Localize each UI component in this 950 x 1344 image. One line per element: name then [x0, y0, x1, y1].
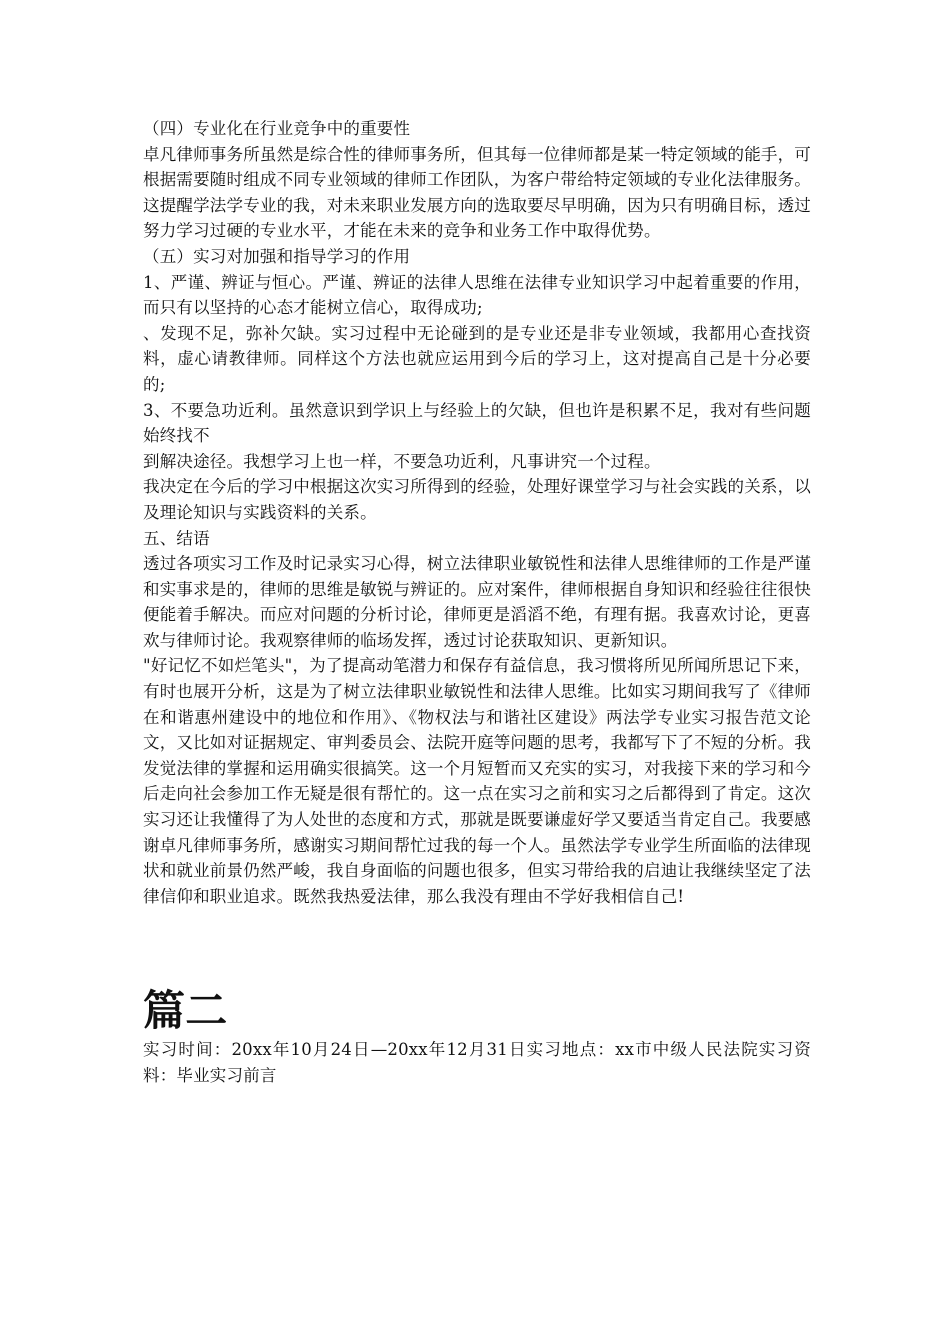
section-heading: 篇二	[143, 986, 228, 1036]
paragraph-conclusion-1: 透过各项实习工作及时记录实习心得，树立法律职业敏锐性和法律人思维律师的工作是严谨和实事求是的，律师的思维是敏锐与辨证的。应对案件，律师根据自身知识和经验往往很快便能着手解决。而应对问题的分析讨论，律师更是滔滔不绝，有理有据。我喜欢讨论，更喜欢与律师讨论。我观察律师的临场发挥，透过讨论获取知识、更新知识。	[143, 554, 811, 650]
paragraph-firm: 卓凡律师事务所虽然是综合性的律师事务所，但其每一位律师都是某一特定领域的能手，可根据需要随时组成不同专业领域的律师工作团队，为客户带给特定领域的专业化法律服务。这提醒学法学专业的我，对未来职业发展方向的选取要尽早明确，因为只有明确目标，透过努力学习过硬的专业水平，才能在未来的竞争和业务工作中取得优势。	[143, 144, 811, 241]
paragraph-decision: 我决定在今后的学习中根据这次实习所得到的经验，处理好课堂学习与社会实践的关系，以及理论知识与实践资料的关系。	[143, 477, 811, 522]
section-intro-line: 实习时间：20xx年10月24日—20xx年12月31日实习地点：xx市中级人民法院实习资料：毕业实习前言	[143, 1040, 811, 1085]
subheading-conclusion: 五、结语	[143, 528, 210, 548]
paragraph-conclusion-2: "好记忆不如烂笔头"，为了提高动笔潜力和保存有益信息，我习惯将所见所闻所思记下来，有时也展开分析，这是为了树立法律职业敏锐性和法律人思维。比如实习期间我写了《律师在和谐惠州建设中的地位和作用》、《物权法与和谐社区建设》两法学专业实习报告范文论文，又比如对证据规定、审判委员会、法院开庭等问题的思考，我都写下了不短的分析。我发觉法律的掌握和运用确实很搞笑。这一个月短暂而又充实的实习，对我接下来的学习和今后走向社会参加工作无疑是很有帮忙的。这一点在实习之前和实习之后都得到了肯定。这次实习还让我懂得了为人处世的态度和方式，那就是既要谦虚好学又要适当肯定自己。我要感谢卓凡律师事务所，感谢实习期间帮忙过我的每一个人。虽然法学专业学生所面临的法律现状和就业前景仍然严峻，我自身面临的问题也很多，但实习带给我的启迪让我继续坚定了法律信仰和职业追求。既然我热爱法律，那么我没有理由不学好我相信自己!	[143, 656, 811, 906]
subheading-professionalization: （四）专业化在行业竞争中的重要性	[143, 119, 411, 138]
paragraph-point-1: 1、严谨、辨证与恒心。严谨、辨证的法律人思维在法律专业知识学习中起着重要的作用，而只有以坚持的心态才能树立信心，取得成功;	[143, 272, 811, 318]
paragraph-point-3-cont: 到解决途径。我想学习上也一样，不要急功近利，凡事讲究一个过程。	[143, 451, 661, 471]
paragraph-point-3: 3、不要急功近利。虽然意识到学识上与经验上的欠缺，但也许是积累不足，我对有些问题始终找不	[143, 400, 811, 446]
subheading-internship-role: （五）实习对加强和指导学习的作用	[143, 246, 411, 266]
document-page	[143, 116, 811, 1089]
paragraph-point-2: 、发现不足，弥补欠缺。实习过程中无论碰到的是专业还是非专业领域，我都用心查找资料，虚心请教律师。同样这个方法也就应运用到今后的学习上，这对提高自己是十分必要的;	[143, 323, 811, 394]
section-spacer	[143, 909, 811, 985]
